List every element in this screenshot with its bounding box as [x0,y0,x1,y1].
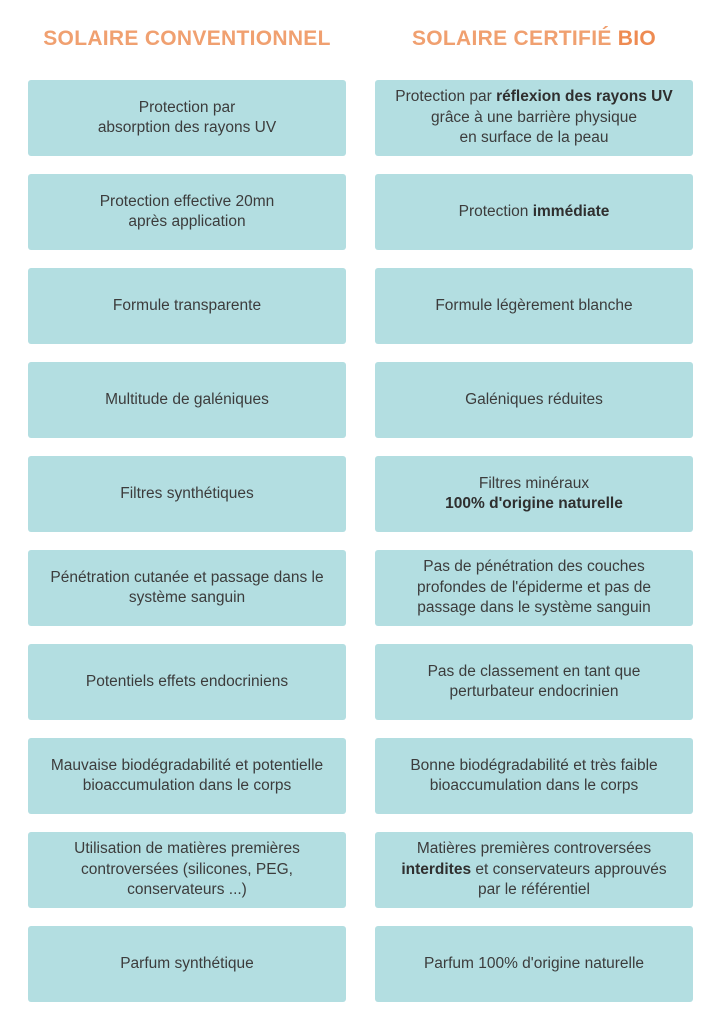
text-segment: Protection par [395,88,497,106]
conventional-card [28,80,346,156]
text-segment: absorption des rayons UV [97,119,277,136]
text-segment: Matières premières controversées [416,840,652,858]
organic-card [375,174,693,250]
text-segment: Bonne biodégradabilité et très faible [410,756,658,774]
card-text [424,954,644,975]
text-segment: Formule légèrement blanche [435,296,633,314]
conventional-card [28,456,346,532]
card-text [100,192,275,233]
comparison-row [0,644,721,720]
card-text [395,87,672,149]
card-text [113,296,261,317]
text-segment: en surface de la peau [459,129,609,147]
organic-card [375,456,693,532]
text-segment: grâce à une barrière physique [431,108,637,126]
emphasis-text: interdites [401,860,472,878]
text-segment: et conservateurs approuvés [471,860,667,878]
conventional-card [28,174,346,250]
organic-title-text: SOLAIRE CERTIFIÉ [411,27,618,50]
card-text [74,839,300,901]
organic-card [375,268,693,344]
text-segment: Mauvaise biodégradabilité et potentielle [50,756,324,774]
text-segment: Protection [458,202,533,220]
text-segment: bioaccumulation dans le corps [429,777,639,794]
text-segment: perturbateur endocrinien [449,683,619,700]
text-segment: Pénétration cutanée et passage dans le [50,568,324,586]
emphasis-text: immédiate [532,202,610,220]
emphasis-text: 100% d'origine naturelle [445,495,623,512]
text-segment: Potentiels effets endocriniens [85,672,289,690]
organic-card [375,362,693,438]
comparison-row [0,362,721,438]
organic-card [375,738,693,814]
text-segment: Pas de classement en tant que [427,662,641,680]
organic-card [375,926,693,1002]
card-text [435,296,632,317]
comparison-row [0,80,721,156]
card-text [50,568,323,609]
card-text [445,474,623,515]
organic-card [375,80,693,156]
card-text [465,390,603,411]
comparison-rows [0,80,721,1020]
comparison-row [0,832,721,908]
text-segment: Filtres synthétiques [120,484,254,502]
card-text [401,839,666,901]
comparison-row [0,926,721,1002]
text-segment: Filtres minéraux [478,474,590,492]
text-segment: Utilisation de matières premières [74,840,300,858]
conventional-card [28,268,346,344]
text-segment: par le référentiel [477,881,590,899]
text-segment: Pas de pénétration des couches [423,558,645,576]
text-segment: après application [128,213,246,230]
text-segment: conservateurs ...) [127,881,247,899]
card-text [120,954,254,975]
text-segment: système sanguin [128,589,246,606]
organic-title-accent: BIO [617,27,657,50]
emphasis-text: réflexion des rayons UV [496,88,673,106]
card-text [428,662,641,703]
comparison-row [0,550,721,626]
text-segment: Galéniques réduites [465,390,603,408]
comparison-row [0,738,721,814]
card-text [410,756,657,797]
text-segment: Protection par [138,98,236,116]
conventional-card [28,644,346,720]
conventional-card [28,926,346,1002]
card-text [98,98,276,139]
text-segment: Multitude de galéniques [105,390,269,408]
comparison-row [0,268,721,344]
comparison-row [0,456,721,532]
conventional-card [28,550,346,626]
text-segment: Formule transparente [112,296,262,314]
card-text [51,756,323,797]
conventional-card [28,738,346,814]
conventional-card [28,832,346,908]
organic-card [375,644,693,720]
text-segment: Parfum 100% d'origine naturelle [423,954,645,972]
card-text [86,672,288,693]
card-text [417,557,651,619]
organic-card [375,832,693,908]
comparison-row [0,174,721,250]
text-segment: bioaccumulation dans le corps [82,777,292,794]
text-segment: profondes de l'épiderme et pas de [417,578,651,596]
card-text [120,484,254,505]
text-segment: controversées (silicones, PEG, [81,860,293,878]
conventional-column-title [28,22,346,56]
text-segment: Protection effective 20mn [99,192,275,210]
text-segment: Parfum synthétique [120,954,254,972]
conventional-title-text: SOLAIRE CONVENTIONNEL [43,27,331,50]
text-segment: passage dans le système sanguin [417,599,651,617]
card-text [105,390,269,411]
conventional-card [28,362,346,438]
organic-column-title [375,22,693,56]
card-text [459,202,610,223]
organic-card [375,550,693,626]
